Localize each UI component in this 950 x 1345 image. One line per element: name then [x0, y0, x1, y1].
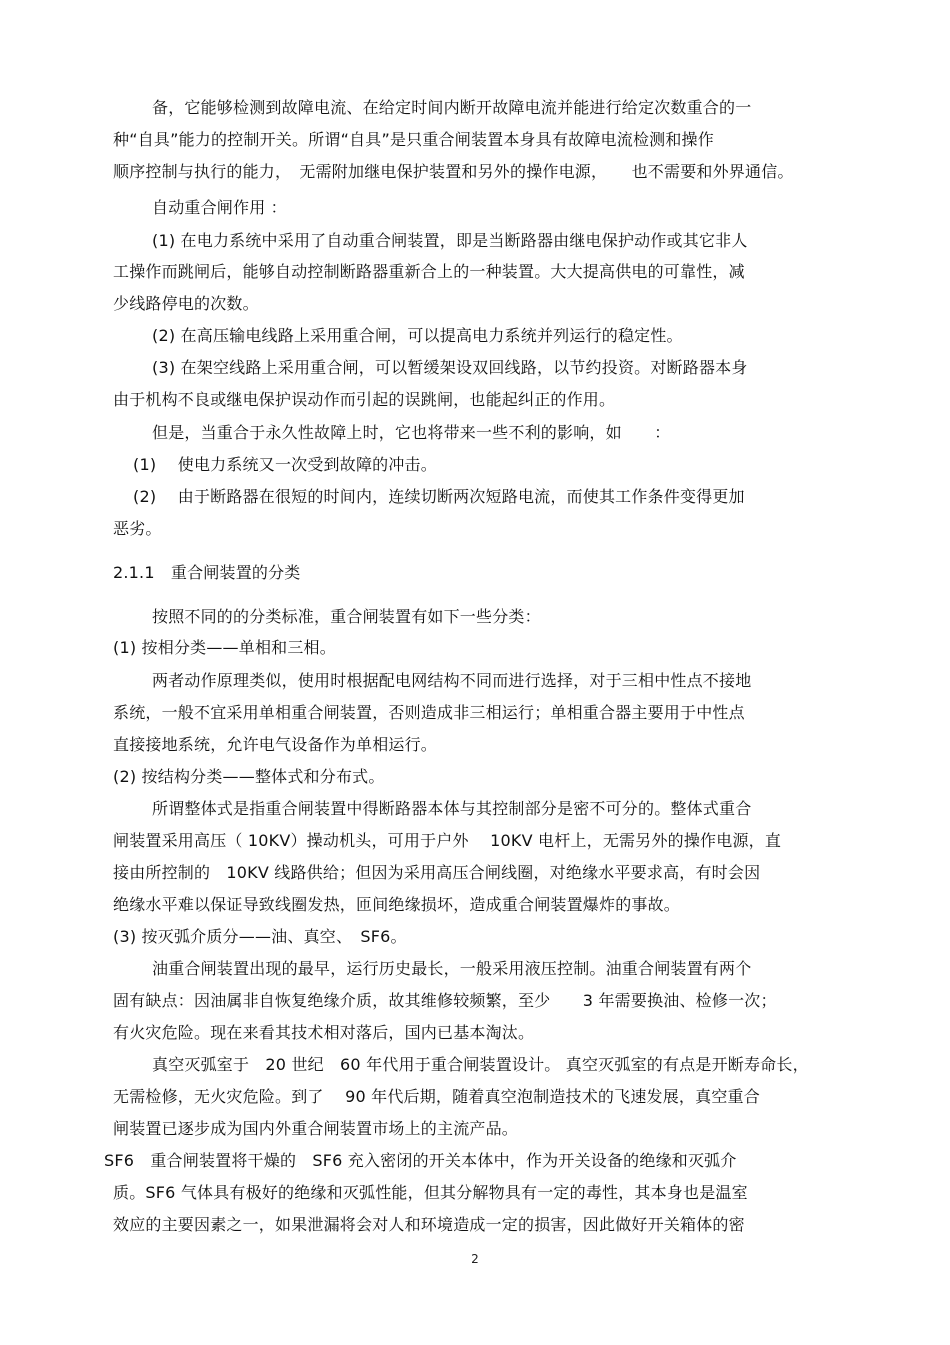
- text-line: (2) 在高压输电线路上采用重合闸，可以提高电力系统并列运行的稳定性。: [152, 326, 683, 345]
- text-line: 但是，当重合于永久性故障上时，它也将带来一些不利的影响，如 ：: [152, 423, 671, 442]
- text-line: 闸装置采用高压（ 10KV）操动机头，可用于户外 10KV 电杆上，无需另外的操作电源，直: [113, 831, 782, 850]
- text-line: 固有缺点：因油属非自恢复绝缘介质，故其维修较频繁，至少 3 年需要换油、检修一次；: [113, 991, 777, 1010]
- text-line: 无需检修，无火灾危险。到了 90 年代后期，随着真空泡制造技术的飞速发展，真空重合: [113, 1087, 760, 1106]
- text-line: 有火灾危险。现在来看其技术相对落后，国内已基本淘汰。: [113, 1023, 535, 1042]
- section-heading: 2.1.1 重合闸装置的分类: [113, 563, 301, 582]
- text-line: (2) 按结构分类——整体式和分布式。: [113, 767, 385, 786]
- text-line: 按照不同的的分类标准，重合闸装置有如下一些分类：: [152, 607, 541, 626]
- text-line: SF6 重合闸装置将干燥的 SF6 充入密闭的开关本体中，作为开关设备的绝缘和灭弧介: [104, 1151, 737, 1170]
- text-line: 效应的主要因素之一，如果泄漏将会对人和环境造成一定的损害，因此做好开关箱体的密: [113, 1215, 745, 1234]
- text-line: 所谓整体式是指重合闸装置中得断路器本体与其控制部分是密不可分的。整体式重合: [152, 799, 752, 818]
- text-line: 顺序控制与执行的能力， 无需附加继电保护装置和另外的操作电源， 也不需要和外界通信。: [113, 162, 794, 181]
- text-line: 恶劣。: [113, 519, 162, 538]
- text-line: (1) 使电力系统又一次受到故障的冲击。: [133, 455, 437, 474]
- text-line: (1) 按相分类——单相和三相。: [113, 638, 336, 657]
- text-line: 闸装置已逐步成为国内外重合闸装置市场上的主流产品。: [113, 1119, 519, 1138]
- text-line: 绝缘水平难以保证导致线圈发热，匝间绝缘损坏，造成重合闸装置爆炸的事故。: [113, 895, 681, 914]
- text-line: 自动重合闸作用 ：: [152, 198, 287, 217]
- text-line: 备，它能够检测到故障电流、在给定时间内断开故障电流并能进行给定次数重合的一: [152, 98, 752, 117]
- text-line: 真空灭弧室于 20 世纪 60 年代用于重合闸装置设计。 真空灭弧室的有点是开断寿命长，: [152, 1055, 809, 1074]
- text-line: 油重合闸装置出现的最早，运行历史最长，一般采用液压控制。油重合闸装置有两个: [152, 959, 752, 978]
- text-line: 由于机构不良或继电保护误动作而引起的误跳闸，也能起纠正的作用。: [113, 390, 616, 409]
- text-line: (2) 由于断路器在很短的时间内，连续切断两次短路电流，而使其工作条件变得更加: [133, 487, 745, 506]
- text-line: 接由所控制的 10KV 线路供给；但因为采用高压合闸线圈，对绝缘水平要求高，有时会因: [113, 863, 761, 882]
- text-line: (3) 在架空线路上采用重合闸，可以暂缓架设双回线路，以节约投资。对断路器本身: [152, 358, 748, 377]
- text-line: 质。SF6 气体具有极好的绝缘和灭弧性能，但其分解物具有一定的毒性，其本身也是温室: [113, 1183, 748, 1202]
- text-line: (3) 按灭弧介质分——油、真空、 SF6。: [113, 927, 407, 946]
- text-line: (1) 在电力系统中采用了自动重合闸装置，即是当断路器由继电保护动作或其它非人: [152, 231, 748, 250]
- page-number: 2: [471, 1252, 479, 1266]
- text-line: 少线路停电的次数。: [113, 294, 259, 313]
- text-line: 种“自具”能力的控制开关。所谓“自具”是只重合闸装置本身具有故障电流检测和操作: [113, 130, 714, 149]
- text-line: 工操作而跳闸后，能够自动控制断路器重新合上的一种装置。大大提高供电的可靠性，减: [113, 262, 745, 281]
- text-line: 直接接地系统，允许电气设备作为单相运行。: [113, 735, 438, 754]
- text-line: 两者动作原理类似，使用时根据配电网结构不同而进行选择，对于三相中性点不接地: [152, 671, 752, 690]
- text-line: 系统，一般不宜采用单相重合闸装置，否则造成非三相运行；单相重合器主要用于中性点: [113, 703, 745, 722]
